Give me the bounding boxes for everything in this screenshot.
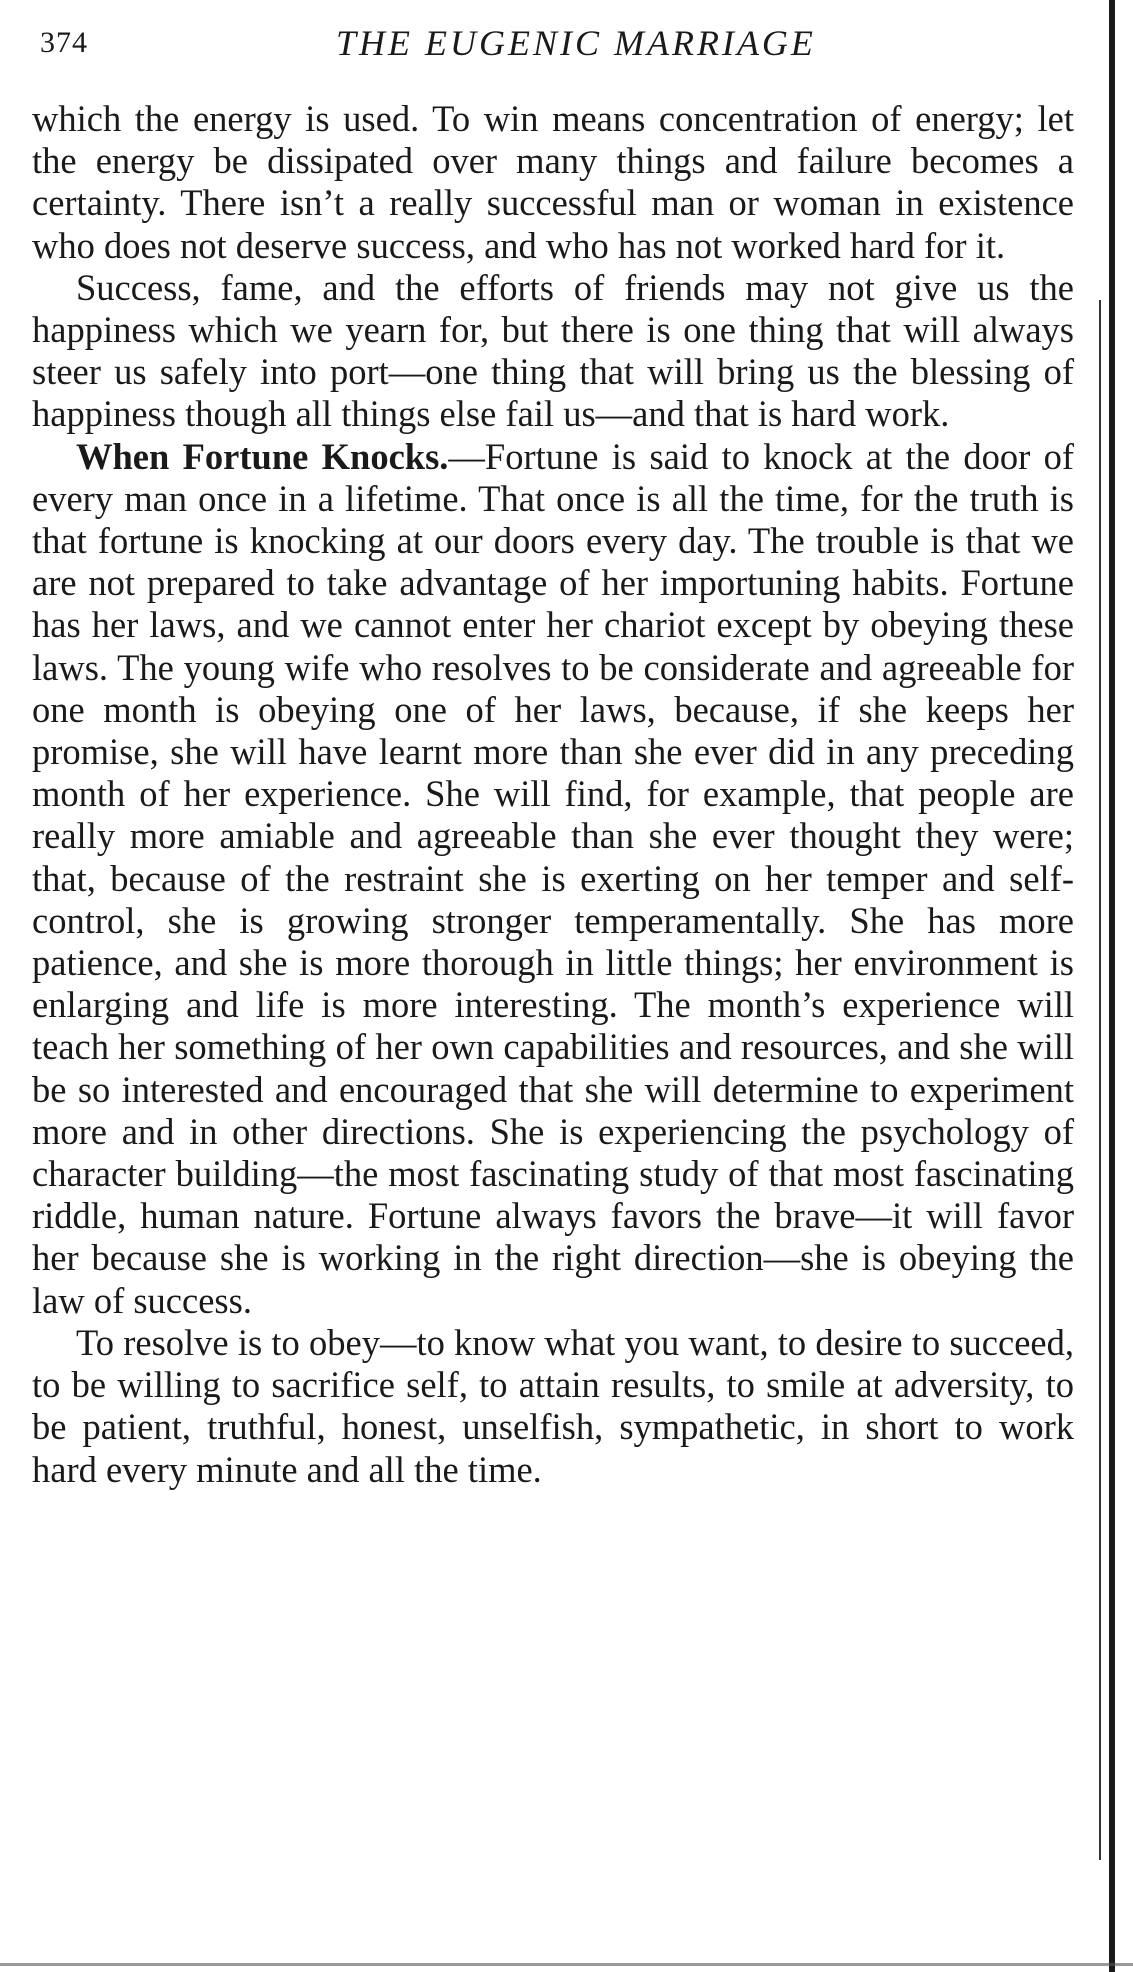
- gutter-shadow-thin: [1099, 300, 1101, 1860]
- page-bottom-edge: [0, 1963, 1133, 1966]
- body-text: [32, 98, 1074, 1491]
- page-number: 374: [40, 26, 88, 59]
- paragraph-fortune: [32, 436, 1074, 1322]
- paragraph-success: Success, fame, and the efforts of friends may not give us the happiness which we yearn for, but there is one thing that will always steer us safely into port—one thing that will bring us the blessing of happiness though all things else fail us—and that is hard work.: [32, 266, 1074, 435]
- gutter-shadow: [1109, 0, 1115, 1972]
- paragraph-fortune-text: —Fortune is said to knock at the door of every man once in a lifetime. That once is all the time, for the truth is that fortune is knocking at our doors every day. The trouble is that we are not prepared to take advantage of her importuning habits. Fortune has her laws, and we cannot enter her chariot except by obeying these laws. The young wife who resolves to be considerate and agreeable for one month is obeying one of her laws, because, if she keeps her promise, she will have learnt more than she ever did in any preceding month of her experience. She will find, for example, that people are really more amiable and agreeable than she ever thought they were; that, because of the restraint she is exerting on her temper and self-control, she is growing stronger temperamentally. She has more patience, and she is more thorough in little things; her environment is enlarging and life is more interesting. The month’s experience will teach her something of her own capabilities and resources, and she will be so interested and encouraged that she will determine to experiment more and in other directions. She is experiencing the psychology of character building—the most fascinating study of that most fascinating riddle, human nature. Fortune always favors the brave—it will favor her because she is working in the right direction—she is obeying the law of success.: [32, 435, 1074, 1321]
- paragraph-continuation: which the energy is used. To win means concentration of energy; let the energy be dissipated over many things and failure becomes a certainty. There isn’t a really successful man or woman in existence who does not deserve success, and who has not worked hard for it.: [32, 98, 1074, 266]
- page-header: [40, 22, 1070, 70]
- paragraph-resolve: To resolve is to obey—to know what you want, to desire to succeed, to be willing to sacrifice self, to attain results, to smile at adversity, to be patient, truthful, honest, unselfish, sympathetic, in short to work hard every minute and all the time.: [32, 1321, 1074, 1490]
- section-heading: When Fortune Knocks.: [76, 435, 449, 477]
- running-title: THE EUGENIC MARRIAGE: [336, 23, 816, 63]
